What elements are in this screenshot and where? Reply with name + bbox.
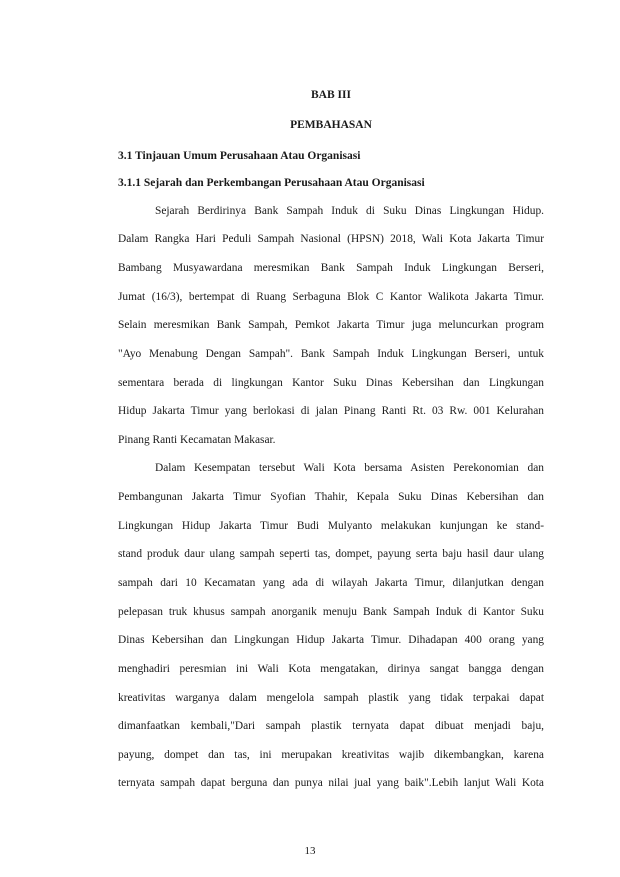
paragraph-2-line: sampah dari 10 Kecamatan yang ada di wilayah Jakarta Timur, dilanjutkan dengan [118, 577, 544, 589]
paragraph-2-line: ternyata sampah dapat berguna dan punya nilai jual yang baik".Lebih lanjut Wali Kota [118, 777, 544, 789]
chapter-title: PEMBAHASAN [290, 119, 372, 131]
paragraph-1-line: Dalam Rangka Hari Peduli Sampah Nasional (HPSN) 2018, Wali Kota Jakarta Timur [118, 233, 544, 245]
paragraph-2-line: Dalam Kesempatan tersebut Wali Kota bersama Asisten Perekonomian dan [155, 462, 544, 474]
paragraph-2-line: pelepasan truk khusus sampah anorganik menuju Bank Sampah Induk di Kantor Suku [118, 606, 544, 618]
paragraph-1-line: Sejarah Berdirinya Bank Sampah Induk di Suku Dinas Lingkungan Hidup. [155, 205, 544, 217]
paragraph-2-line: Pembangunan Jakarta Timur Syofian Thahir, Kepala Suku Dinas Kebersihan dan [118, 491, 544, 503]
paragraph-1-line: Hidup Jakarta Timur yang berlokasi di jalan Pinang Ranti Rt. 03 Rw. 001 Kelurahan [118, 405, 544, 417]
section-heading: 3.1 Tinjauan Umum Perusahaan Atau Organisasi [118, 150, 361, 162]
paragraph-2-line: dimanfaatkan kembali,"Dari sampah plastik ternyata dapat dibuat menjadi baju, [118, 720, 544, 732]
page-number: 13 [304, 845, 316, 857]
paragraph-2-line: menghadiri peresmian ini Wali Kota mengatakan, dirinya sangat bangga dengan [118, 663, 544, 675]
paragraph-1-line: sementara berada di lingkungan Kantor Suku Dinas Kebersihan dan Lingkungan [118, 377, 544, 389]
paragraph-2-line: payung, dompet dan tas, ini merupakan kreativitas wajib dikembangkan, karena [118, 749, 544, 761]
paragraph-2-line: stand produk daur ulang sampah seperti tas, dompet, payung serta baju hasil daur ulang [118, 548, 544, 560]
paragraph-1-line: Bambang Musyawardana meresmikan Bank Sampah Induk Lingkungan Berseri, [118, 262, 544, 274]
paragraph-1-line: Pinang Ranti Kecamatan Makasar. [118, 434, 276, 446]
subsection-heading: 3.1.1 Sejarah dan Perkembangan Perusahaan Atau Organisasi [118, 177, 425, 189]
paragraph-1-line: Jumat (16/3), bertempat di Ruang Serbaguna Blok C Kantor Walikota Jakarta Timur. [118, 291, 544, 303]
paragraph-1-line: Selain meresmikan Bank Sampah, Pemkot Jakarta Timur juga meluncurkan program [118, 319, 544, 331]
paragraph-1-line: "Ayo Menabung Dengan Sampah". Bank Sampah Induk Lingkungan Berseri, untuk [118, 348, 544, 360]
paragraph-2-line: Dinas Kebersihan dan Lingkungan Hidup Jakarta Timur. Dihadapan 400 orang yang [118, 634, 544, 646]
chapter-label: BAB III [311, 89, 351, 101]
paragraph-2-line: kreativitas warganya dalam mengelola sampah plastik yang tidak terpakai dapat [118, 692, 544, 704]
paragraph-2-line: Lingkungan Hidup Jakarta Timur Budi Mulyanto melakukan kunjungan ke stand- [118, 520, 544, 532]
